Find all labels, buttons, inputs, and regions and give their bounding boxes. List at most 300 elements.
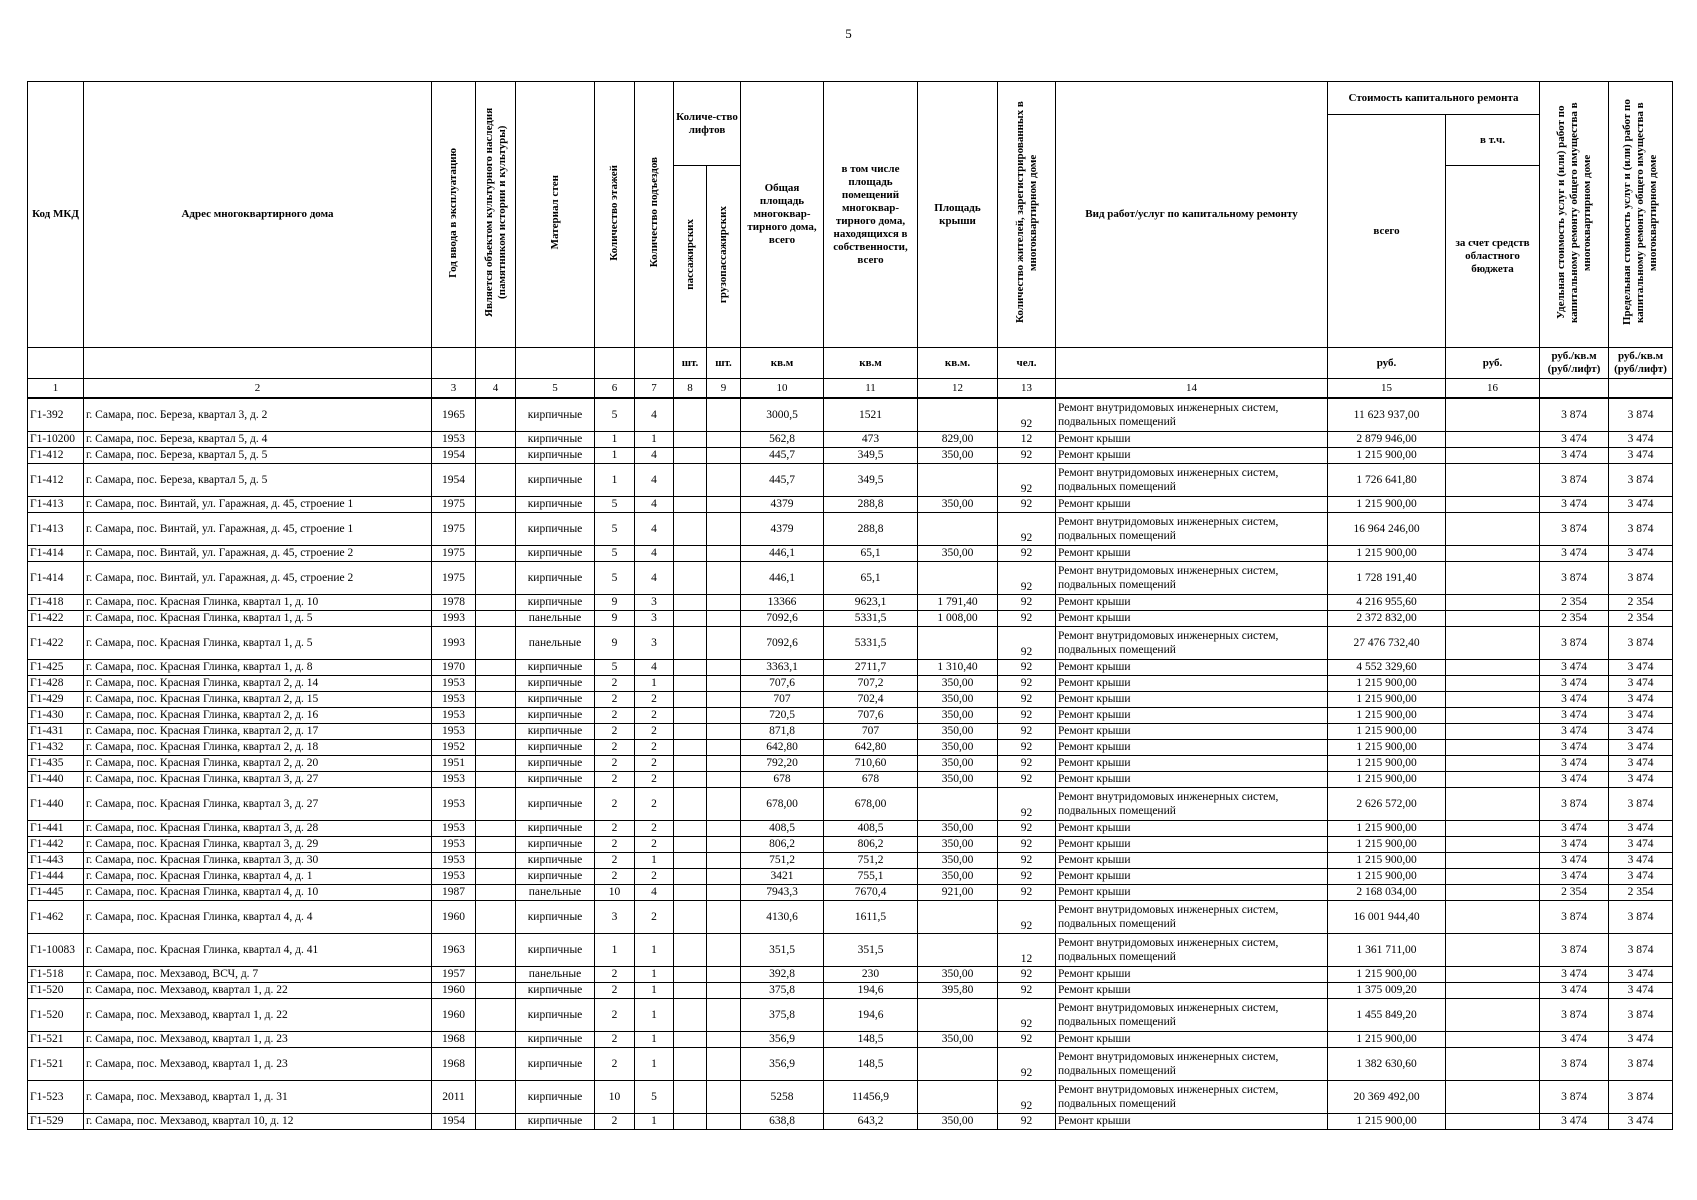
row-wall-material: кирпичные (516, 562, 595, 595)
row-heritage (476, 660, 516, 676)
table-row (28, 869, 1673, 885)
row-unit-cost: 3 474 (1540, 756, 1609, 772)
row-roof-area: 1 310,40 (918, 660, 998, 676)
table-row (28, 934, 1673, 967)
row-floors: 5 (595, 513, 635, 546)
row-code: Г1-441 (28, 821, 84, 837)
row-lifts-cargo (707, 967, 741, 983)
row-cost-regional (1446, 448, 1540, 464)
row-total-area: 375,8 (741, 983, 824, 999)
row-code: Г1-518 (28, 967, 84, 983)
col-number: 15 (1328, 379, 1446, 399)
row-entrances: 4 (635, 464, 674, 497)
row-lifts-cargo (707, 432, 741, 448)
row-residents: 92 (998, 869, 1056, 885)
row-unit-cost: 3 474 (1540, 448, 1609, 464)
row-cost-regional (1446, 562, 1540, 595)
row-roof-area (918, 464, 998, 497)
row-lifts-cargo (707, 934, 741, 967)
row-cost-regional (1446, 853, 1540, 869)
table-row (28, 1081, 1673, 1114)
row-floors: 10 (595, 885, 635, 901)
unit-pcs: шт. (707, 348, 741, 379)
row-roof-area: 1 008,00 (918, 611, 998, 627)
row-cost-regional (1446, 983, 1540, 999)
row-cost-total: 1 215 900,00 (1328, 708, 1446, 724)
row-entrances: 2 (635, 724, 674, 740)
row-max-cost: 3 474 (1609, 448, 1673, 464)
header-cost-total: всего (1328, 115, 1446, 348)
col-number: 9 (707, 379, 741, 399)
row-wall-material: кирпичные (516, 740, 595, 756)
row-roof-area: 350,00 (918, 1032, 998, 1048)
row-heritage (476, 627, 516, 660)
row-wall-material: кирпичные (516, 398, 595, 432)
row-lifts-cargo (707, 788, 741, 821)
row-max-cost: 3 874 (1609, 627, 1673, 660)
header-lifts: Количе-ство лифтов (674, 82, 741, 166)
header-total-area: Общая площадь многоквар-тирного дома, всего (741, 82, 824, 348)
unit-people: чел. (998, 348, 1056, 379)
row-lifts-passenger (674, 676, 707, 692)
row-entrances: 4 (635, 546, 674, 562)
row-max-cost: 3 474 (1609, 660, 1673, 676)
row-wall-material: кирпичные (516, 432, 595, 448)
row-code: Г1-413 (28, 513, 84, 546)
row-roof-area: 350,00 (918, 448, 998, 464)
table-row (28, 999, 1673, 1032)
row-lifts-passenger (674, 901, 707, 934)
row-total-area: 720,5 (741, 708, 824, 724)
row-owned-area: 351,5 (824, 934, 918, 967)
row-lifts-passenger (674, 853, 707, 869)
row-code: Г1-414 (28, 546, 84, 562)
row-cost-regional (1446, 660, 1540, 676)
col-number: 10 (741, 379, 824, 399)
header-entrances: Количество подъездов (647, 157, 660, 268)
unit-rub: руб. (1446, 348, 1540, 379)
row-unit-cost: 3 474 (1540, 432, 1609, 448)
row-year: 1953 (432, 708, 476, 724)
row-cost-regional (1446, 934, 1540, 967)
row-max-cost: 3 474 (1609, 740, 1673, 756)
row-roof-area: 350,00 (918, 692, 998, 708)
row-lifts-cargo (707, 772, 741, 788)
header-cost: Стоимость капитального ремонта (1328, 82, 1540, 115)
row-year: 1987 (432, 885, 476, 901)
row-address: г. Самара, пос. Мехзавод, квартал 10, д. 12 (84, 1114, 432, 1130)
row-residents: 92 (998, 595, 1056, 611)
row-cost-regional (1446, 546, 1540, 562)
row-max-cost: 3 474 (1609, 983, 1673, 999)
row-work-type: Ремонт крыши (1056, 1032, 1328, 1048)
row-work-type: Ремонт крыши (1056, 724, 1328, 740)
table-row (28, 448, 1673, 464)
row-owned-area: 11456,9 (824, 1081, 918, 1114)
row-residents: 92 (998, 692, 1056, 708)
row-code: Г1-444 (28, 869, 84, 885)
table-row (28, 398, 1673, 432)
row-entrances: 1 (635, 999, 674, 1032)
row-total-area: 3000,5 (741, 398, 824, 432)
row-address: г. Самара, пос. Винтай, ул. Гаражная, д. 45, строение 2 (84, 546, 432, 562)
row-address: г. Самара, пос. Береза, квартал 5, д. 4 (84, 432, 432, 448)
row-cost-total: 2 626 572,00 (1328, 788, 1446, 821)
row-unit-cost: 3 474 (1540, 967, 1609, 983)
row-code: Г1-523 (28, 1081, 84, 1114)
row-cost-total: 1 375 009,20 (1328, 983, 1446, 999)
row-lifts-cargo (707, 1114, 741, 1130)
row-cost-regional (1446, 821, 1540, 837)
row-floors: 1 (595, 448, 635, 464)
row-year: 1965 (432, 398, 476, 432)
row-year: 1953 (432, 432, 476, 448)
row-year: 1968 (432, 1048, 476, 1081)
row-wall-material: кирпичные (516, 837, 595, 853)
row-total-area: 638,8 (741, 1114, 824, 1130)
row-cost-total: 1 726 641,80 (1328, 464, 1446, 497)
row-work-type: Ремонт внутридомовых инженерных систем, подвальных помещений (1056, 934, 1328, 967)
unit-rate: руб./кв.м (руб/лифт) (1540, 348, 1609, 379)
row-roof-area (918, 1081, 998, 1114)
row-heritage (476, 821, 516, 837)
row-entrances: 1 (635, 432, 674, 448)
row-heritage (476, 1114, 516, 1130)
row-wall-material: кирпичные (516, 708, 595, 724)
row-entrances: 1 (635, 983, 674, 999)
table-row (28, 853, 1673, 869)
row-cost-regional (1446, 869, 1540, 885)
row-year: 1953 (432, 869, 476, 885)
row-code: Г1-462 (28, 901, 84, 934)
row-cost-regional (1446, 611, 1540, 627)
row-floors: 2 (595, 1048, 635, 1081)
table-row (28, 432, 1673, 448)
row-entrances: 2 (635, 821, 674, 837)
row-heritage (476, 692, 516, 708)
row-lifts-passenger (674, 562, 707, 595)
row-heritage (476, 676, 516, 692)
row-lifts-passenger (674, 1081, 707, 1114)
row-wall-material: кирпичные (516, 1032, 595, 1048)
row-unit-cost: 3 874 (1540, 398, 1609, 432)
table-row (28, 611, 1673, 627)
table-row (28, 546, 1673, 562)
row-owned-area: 707,6 (824, 708, 918, 724)
row-year: 1953 (432, 853, 476, 869)
row-year: 1960 (432, 901, 476, 934)
row-entrances: 2 (635, 869, 674, 885)
row-lifts-passenger (674, 1114, 707, 1130)
row-heritage (476, 967, 516, 983)
row-floors: 1 (595, 464, 635, 497)
table-row (28, 1048, 1673, 1081)
row-roof-area (918, 788, 998, 821)
table-row (28, 885, 1673, 901)
row-lifts-cargo (707, 869, 741, 885)
row-owned-area: 148,5 (824, 1032, 918, 1048)
table-row (28, 660, 1673, 676)
col-number: 7 (635, 379, 674, 399)
row-roof-area: 350,00 (918, 546, 998, 562)
row-cost-regional (1446, 692, 1540, 708)
row-heritage (476, 934, 516, 967)
row-lifts-passenger (674, 432, 707, 448)
table-row (28, 708, 1673, 724)
row-year: 1975 (432, 513, 476, 546)
header-lifts-cargo: грузопассажирских (717, 205, 729, 304)
row-wall-material: кирпичные (516, 692, 595, 708)
row-owned-area: 288,8 (824, 513, 918, 546)
row-lifts-cargo (707, 513, 741, 546)
row-floors: 5 (595, 398, 635, 432)
row-roof-area (918, 627, 998, 660)
row-roof-area (918, 398, 998, 432)
row-work-type: Ремонт крыши (1056, 756, 1328, 772)
row-cost-regional (1446, 464, 1540, 497)
row-entrances: 5 (635, 1081, 674, 1114)
row-total-area: 7943,3 (741, 885, 824, 901)
row-code: Г1-445 (28, 885, 84, 901)
row-lifts-cargo (707, 1081, 741, 1114)
row-code: Г1-442 (28, 837, 84, 853)
row-lifts-passenger (674, 448, 707, 464)
row-unit-cost: 2 354 (1540, 885, 1609, 901)
row-year: 1953 (432, 788, 476, 821)
table-row (28, 724, 1673, 740)
table-row (28, 676, 1673, 692)
row-cost-regional (1446, 772, 1540, 788)
row-unit-cost: 3 474 (1540, 740, 1609, 756)
row-cost-regional (1446, 1032, 1540, 1048)
row-year: 1954 (432, 464, 476, 497)
row-residents: 92 (998, 837, 1056, 853)
header-lifts-passenger: пассажирских (683, 219, 696, 290)
row-residents: 92 (998, 627, 1056, 660)
row-work-type: Ремонт внутридомовых инженерных систем, подвальных помещений (1056, 398, 1328, 432)
row-lifts-cargo (707, 724, 741, 740)
row-roof-area: 350,00 (918, 740, 998, 756)
header-code: Код МКД (28, 82, 84, 348)
row-address: г. Самара, пос. Красная Глинка, квартал 3, д. 27 (84, 772, 432, 788)
row-max-cost: 3 474 (1609, 869, 1673, 885)
row-heritage (476, 398, 516, 432)
table-body (28, 398, 1673, 1130)
row-owned-area: 678,00 (824, 788, 918, 821)
row-residents: 92 (998, 611, 1056, 627)
row-unit-cost: 3 874 (1540, 901, 1609, 934)
row-code: Г1-520 (28, 983, 84, 999)
row-total-area: 642,80 (741, 740, 824, 756)
row-floors: 2 (595, 1114, 635, 1130)
row-lifts-cargo (707, 1048, 741, 1081)
row-owned-area: 349,5 (824, 464, 918, 497)
row-work-type: Ремонт крыши (1056, 595, 1328, 611)
row-address: г. Самара, пос. Береза, квартал 5, д. 5 (84, 448, 432, 464)
row-owned-area: 643,2 (824, 1114, 918, 1130)
table-row (28, 464, 1673, 497)
row-cost-regional (1446, 432, 1540, 448)
row-owned-area: 707 (824, 724, 918, 740)
row-roof-area: 350,00 (918, 837, 998, 853)
row-roof-area (918, 934, 998, 967)
header-unit-cost: Удельная стоимость услуг и (или) работ по капитальному ремонту общего имущества в многоквартирном доме (1554, 102, 1593, 323)
row-roof-area: 1 791,40 (918, 595, 998, 611)
header-residents: Количество жителей, зарегистрированных в многоквартирном доме (1013, 101, 1039, 324)
row-wall-material: кирпичные (516, 756, 595, 772)
row-lifts-cargo (707, 1032, 741, 1048)
row-roof-area: 350,00 (918, 676, 998, 692)
row-lifts-passenger (674, 967, 707, 983)
row-code: Г1-431 (28, 724, 84, 740)
row-heritage (476, 1048, 516, 1081)
row-total-area: 751,2 (741, 853, 824, 869)
row-work-type: Ремонт крыши (1056, 869, 1328, 885)
row-lifts-passenger (674, 660, 707, 676)
row-owned-area: 707,2 (824, 676, 918, 692)
row-year: 1968 (432, 1032, 476, 1048)
row-max-cost: 3 874 (1609, 562, 1673, 595)
row-cost-total: 1 215 900,00 (1328, 1114, 1446, 1130)
row-max-cost: 3 874 (1609, 1048, 1673, 1081)
row-cost-total: 2 168 034,00 (1328, 885, 1446, 901)
row-code: Г1-392 (28, 398, 84, 432)
row-total-area: 792,20 (741, 756, 824, 772)
table-row (28, 772, 1673, 788)
row-cost-regional (1446, 1081, 1540, 1114)
row-cost-total: 1 215 900,00 (1328, 497, 1446, 513)
row-wall-material: кирпичные (516, 497, 595, 513)
row-floors: 5 (595, 497, 635, 513)
row-entrances: 1 (635, 967, 674, 983)
row-year: 1957 (432, 967, 476, 983)
row-entrances: 4 (635, 398, 674, 432)
row-roof-area: 350,00 (918, 821, 998, 837)
row-address: г. Самара, пос. Красная Глинка, квартал 2, д. 14 (84, 676, 432, 692)
row-address: г. Самара, пос. Красная Глинка, квартал 3, д. 30 (84, 853, 432, 869)
col-number: 3 (432, 379, 476, 399)
row-max-cost: 3 874 (1609, 999, 1673, 1032)
row-residents: 92 (998, 756, 1056, 772)
row-cost-regional (1446, 740, 1540, 756)
row-cost-total: 16 964 246,00 (1328, 513, 1446, 546)
row-year: 1975 (432, 562, 476, 595)
row-address: г. Самара, пос. Красная Глинка, квартал 2, д. 15 (84, 692, 432, 708)
row-cost-total: 1 215 900,00 (1328, 853, 1446, 869)
row-code: Г1-443 (28, 853, 84, 869)
row-total-area: 13366 (741, 595, 824, 611)
row-lifts-cargo (707, 837, 741, 853)
row-address: г. Самара, пос. Красная Глинка, квартал 3, д. 29 (84, 837, 432, 853)
row-cost-total: 16 001 944,40 (1328, 901, 1446, 934)
row-entrances: 4 (635, 497, 674, 513)
row-floors: 9 (595, 627, 635, 660)
row-code: Г1-418 (28, 595, 84, 611)
row-heritage (476, 1032, 516, 1048)
row-residents: 92 (998, 967, 1056, 983)
row-unit-cost: 3 474 (1540, 692, 1609, 708)
row-address: г. Самара, пос. Красная Глинка, квартал 4, д. 41 (84, 934, 432, 967)
row-residents: 92 (998, 448, 1056, 464)
row-residents: 92 (998, 1114, 1056, 1130)
row-max-cost: 3 874 (1609, 513, 1673, 546)
row-heritage (476, 497, 516, 513)
header-wall: Материал стен (548, 175, 561, 250)
row-residents: 12 (998, 432, 1056, 448)
row-work-type: Ремонт крыши (1056, 497, 1328, 513)
row-owned-area: 9623,1 (824, 595, 918, 611)
row-address: г. Самара, пос. Мехзавод, квартал 1, д. 22 (84, 999, 432, 1032)
row-entrances: 4 (635, 660, 674, 676)
row-unit-cost: 3 874 (1540, 1081, 1609, 1114)
row-total-area: 445,7 (741, 448, 824, 464)
row-residents: 12 (998, 934, 1056, 967)
row-entrances: 2 (635, 740, 674, 756)
row-year: 1975 (432, 497, 476, 513)
row-floors: 2 (595, 837, 635, 853)
row-floors: 10 (595, 1081, 635, 1114)
row-work-type: Ремонт крыши (1056, 837, 1328, 853)
row-total-area: 4379 (741, 513, 824, 546)
row-address: г. Самара, пос. Красная Глинка, квартал 2, д. 18 (84, 740, 432, 756)
row-work-type: Ремонт внутридомовых инженерных систем, подвальных помещений (1056, 788, 1328, 821)
row-work-type: Ремонт внутридомовых инженерных систем, подвальных помещений (1056, 1081, 1328, 1114)
row-wall-material: кирпичные (516, 464, 595, 497)
row-entrances: 1 (635, 1114, 674, 1130)
row-lifts-cargo (707, 853, 741, 869)
row-max-cost: 3 874 (1609, 934, 1673, 967)
row-floors: 2 (595, 772, 635, 788)
row-owned-area: 642,80 (824, 740, 918, 756)
row-lifts-cargo (707, 660, 741, 676)
row-roof-area: 921,00 (918, 885, 998, 901)
row-entrances: 3 (635, 627, 674, 660)
row-owned-area: 288,8 (824, 497, 918, 513)
row-max-cost: 3 474 (1609, 853, 1673, 869)
row-total-area: 392,8 (741, 967, 824, 983)
row-wall-material: кирпичные (516, 999, 595, 1032)
row-lifts-passenger (674, 708, 707, 724)
row-lifts-passenger (674, 1048, 707, 1081)
row-work-type: Ремонт крыши (1056, 676, 1328, 692)
row-cost-total: 4 552 329,60 (1328, 660, 1446, 676)
row-max-cost: 3 874 (1609, 788, 1673, 821)
row-year: 1953 (432, 692, 476, 708)
col-number: 2 (84, 379, 432, 399)
row-work-type: Ремонт крыши (1056, 546, 1328, 562)
row-unit-cost: 3 474 (1540, 821, 1609, 837)
row-wall-material: панельные (516, 967, 595, 983)
row-entrances: 2 (635, 772, 674, 788)
row-work-type: Ремонт крыши (1056, 740, 1328, 756)
row-work-type: Ремонт крыши (1056, 708, 1328, 724)
row-work-type: Ремонт крыши (1056, 692, 1328, 708)
row-max-cost: 2 354 (1609, 885, 1673, 901)
col-number: 16 (1446, 379, 1540, 399)
row-residents: 92 (998, 740, 1056, 756)
row-owned-area: 194,6 (824, 983, 918, 999)
table-row (28, 821, 1673, 837)
row-address: г. Самара, пос. Мехзавод, квартал 1, д. 22 (84, 983, 432, 999)
row-owned-area: 5331,5 (824, 627, 918, 660)
row-total-area: 446,1 (741, 546, 824, 562)
header-year: Год ввода в эксплуатацию (447, 147, 459, 278)
row-lifts-passenger (674, 497, 707, 513)
row-roof-area (918, 1048, 998, 1081)
row-roof-area: 829,00 (918, 432, 998, 448)
row-roof-area: 350,00 (918, 853, 998, 869)
row-owned-area: 2711,7 (824, 660, 918, 676)
